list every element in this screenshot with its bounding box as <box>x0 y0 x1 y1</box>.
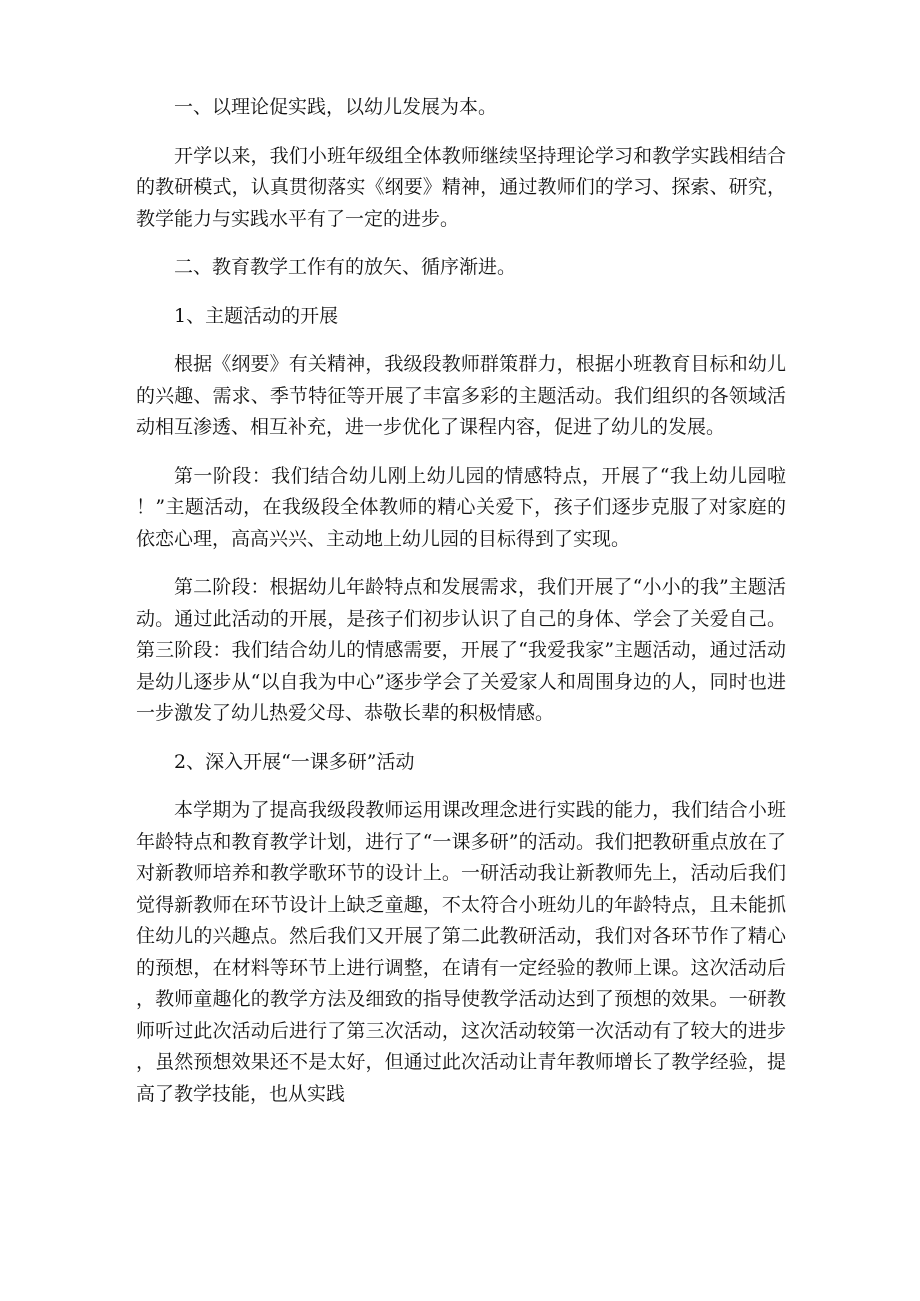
document-body <box>136 92 786 1110</box>
section-heading-2: 二、教育教学工作有的放矢、循序渐进。 <box>174 256 517 278</box>
paragraph-stage-one: 第一阶段：我们结合幼儿刚上幼儿园的情感特点，开展了“我上幼儿园啦！”主题活动，在我级段全体教师的精心关爱下，孩子们逐步克服了对家庭的依恋心理，高高兴兴、主动地上幼儿园的目标得到了实现。 <box>136 464 786 550</box>
subsection-heading-2: 2、深入开展“一课多研”活动 <box>174 750 415 773</box>
section-heading-1: 一、以理论促实践，以幼儿发展为本。 <box>174 96 498 118</box>
paragraph-stage-two-three: 第二阶段：根据幼儿年龄特点和发展需求，我们开展了“小小的我”主题活动。通过此活动的开展，是孩子们初步认识了自己的身体、学会了关爱自己。第三阶段：我们结合幼儿的情感需要，开展了“我爱我家”主题活动，通过活动是幼儿逐步从“以自我为中心”逐步学会了关爱家人和周围身边的人，同时也进一步激发了幼儿热爱父母、恭敬长辈的积极情感。 <box>136 576 786 724</box>
paragraph-one-lesson-multi-research: 本学期为了提高我级段教师运用课改理念进行实践的能力，我们结合小班年龄特点和教育教学计划，进行了“一课多研”的活动。我们把教研重点放在了对新教师培养和教学歌环节的设计上。一研活动我让新教师先上，活动后我们觉得新教师在环节设计上缺乏童趣，不太符合小班幼儿的年龄特点，且未能抓住幼儿的兴趣点。然后我们又开展了第二此教研活动，我们对各环节作了精心的预想，在材料等环节上进行调整，在请有一定经验的教师上课。这次活动后，教师童趣化的教学方法及细致的指导使教学活动达到了预想的效果。一研教师听过此次活动后进行了第三次活动，这次活动较第一次活动有了较大的进步，虽然预想效果还不是太好，但通过此次活动让青年教师增长了教学经验，提高了教学技能，也从实践 <box>136 799 786 1105</box>
paragraph-intro: 开学以来，我们小班年级组全体教师继续坚持理论学习和教学实践相结合的教研模式，认真贯彻落实《纲要》精神，通过教师们的学习、探索、研究，教学能力与实践水平有了一定的进步。 <box>136 144 786 230</box>
paragraph-theme-activities: 根据《纲要》有关精神，我级段教师群策群力，根据小班教育目标和幼儿的兴趣、需求、季节特征等开展了丰富多彩的主题活动。我们组织的各领域活动相互渗透、相互补充，进一步优化了课程内容，促进了幼儿的发展。 <box>136 353 786 438</box>
subsection-heading-1: 1、主题活动的开展 <box>174 304 339 327</box>
